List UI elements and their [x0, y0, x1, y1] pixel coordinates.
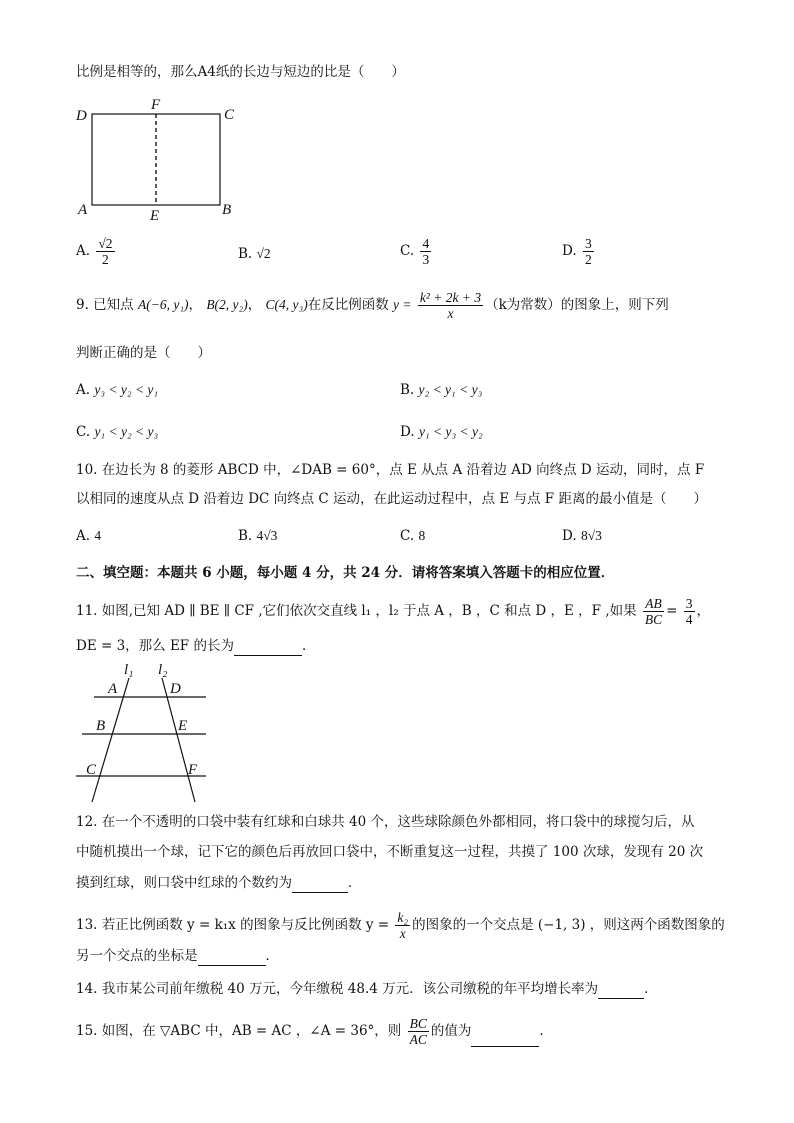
- label-d: D: [170, 681, 181, 697]
- section-heading-fill-in: 二、填空题：本题共 6 小题，每小题 4 分，共 24 分．请将答案填入答题卡的相应位置．: [76, 565, 615, 581]
- q9-option-d[interactable]: D. y₁ < y₃ < y₂: [400, 424, 483, 440]
- q9-option-b[interactable]: B. y₂ < y₁ < y₃: [400, 382, 483, 398]
- q10-option-d[interactable]: D. 8√3: [562, 528, 602, 544]
- q9-stem-line2: 判断正确的是（ ）: [76, 345, 211, 361]
- label-l2: l₂: [158, 662, 168, 678]
- label-f: F: [151, 97, 161, 113]
- q15-answer-blank[interactable]: [471, 1032, 539, 1047]
- q9-stem-line1: 9. 已知点 A(−6, y₁)， B(2, y₂)， C(4, y₃)在反比例函数 y = $\frac{\text{k² + 2k + 3}}{x}$ （k为常数）的图象上，则下列: [76, 290, 669, 321]
- q13-stem-line1: 13. 若正比例函数 y = k₁x 的图象与反比例函数 y = $\frac{\text{k₂}}{x}$ 的图象的一个交点是 (−1, 3) ，则这两个函数图象的: [76, 910, 725, 941]
- q9-option-c[interactable]: C. y₁ < y₂ < y₃: [76, 424, 159, 440]
- label-f: F: [188, 762, 198, 778]
- q10-stem-line1: 10. 在边长为 8 的菱形 ABCD 中，∠DAB = 60°，点 E 从点 A 沿着边 AD 向终点 D 运动，同时，点 F: [76, 462, 705, 478]
- q11-stem-line2: DE = 3，那么 EF 的长为 ．: [76, 638, 316, 654]
- label-l1: l₁: [124, 662, 134, 678]
- label-e: E: [150, 208, 160, 224]
- q8-option-c[interactable]: C. $\frac{4}{3}$: [400, 236, 430, 267]
- q8-option-a[interactable]: A. $\frac{√2}{2}$: [76, 236, 113, 267]
- q11-stem-line1: 11. 如图,已知 AD ∥ BE ∥ CF ,它们依次交直线 l₁ ，l₂ 于点 A ，B ，C 和点 D ，E ，F ,如果 $\frac{AB}{BC}$ = $\frac{3}{4}$ ，: [76, 596, 711, 627]
- q13-stem-line2: 另一个交点的坐标是 ．: [76, 948, 279, 964]
- label-d: D: [76, 108, 87, 124]
- label-a: A: [108, 681, 118, 697]
- q8-rectangle-figure: [70, 94, 250, 224]
- q8-stem-tail: 比例是相等的，那么A4纸的长边与短边的比是（ ）: [76, 64, 405, 80]
- q10-stem-line2: 以相同的速度从点 D 沿着边 DC 向终点 C 运动，在此运动过程中，点 E 与点 F 距离的最小值是（ ）: [76, 491, 707, 507]
- q11-answer-blank[interactable]: [234, 641, 302, 656]
- q8-option-d[interactable]: D. $\frac{3}{2}$: [562, 236, 592, 267]
- q12-stem-line3: 摸到红球，则口袋中红球的个数约为 ．: [76, 875, 362, 891]
- label-e: E: [178, 718, 188, 734]
- q10-option-a[interactable]: A. 4: [76, 528, 102, 544]
- q14-answer-blank[interactable]: [598, 984, 644, 999]
- label-b: B: [96, 718, 106, 734]
- q11-parallel-lines-figure: [72, 660, 222, 806]
- q8-option-b[interactable]: B. √2: [238, 246, 271, 262]
- q12-answer-blank[interactable]: [292, 878, 348, 893]
- q13-answer-blank[interactable]: [198, 951, 266, 966]
- q15-stem: 15. 如图，在 ▽ABC 中，AB = AC ，∠A = 36°，则 $\frac{BC}{AC}$ 的值为 ．: [76, 1016, 553, 1047]
- q12-stem-line1: 12. 在一个不透明的口袋中装有红球和白球共 40 个，这些球除颜色外都相同，将口袋中的球搅匀后，从: [76, 814, 695, 830]
- q9-option-a[interactable]: A. y₃ < y₂ < y₁: [76, 382, 159, 398]
- label-b: B: [222, 202, 232, 218]
- label-a: A: [78, 202, 88, 218]
- label-c: C: [86, 762, 97, 778]
- q10-option-b[interactable]: B. 4√3: [238, 528, 278, 544]
- q10-option-c[interactable]: C. 8: [400, 528, 426, 544]
- q12-stem-line2: 中随机摸出一个球，记下它的颜色后再放回口袋中，不断重复这一过程，共摸了 100 次球，发现有 20 次: [76, 844, 704, 860]
- q14-stem: 14. 我市某公司前年缴税 40 万元，今年缴税 48.4 万元．该公司缴税的年平均增长率为 ．: [76, 981, 658, 997]
- label-c: C: [224, 107, 235, 123]
